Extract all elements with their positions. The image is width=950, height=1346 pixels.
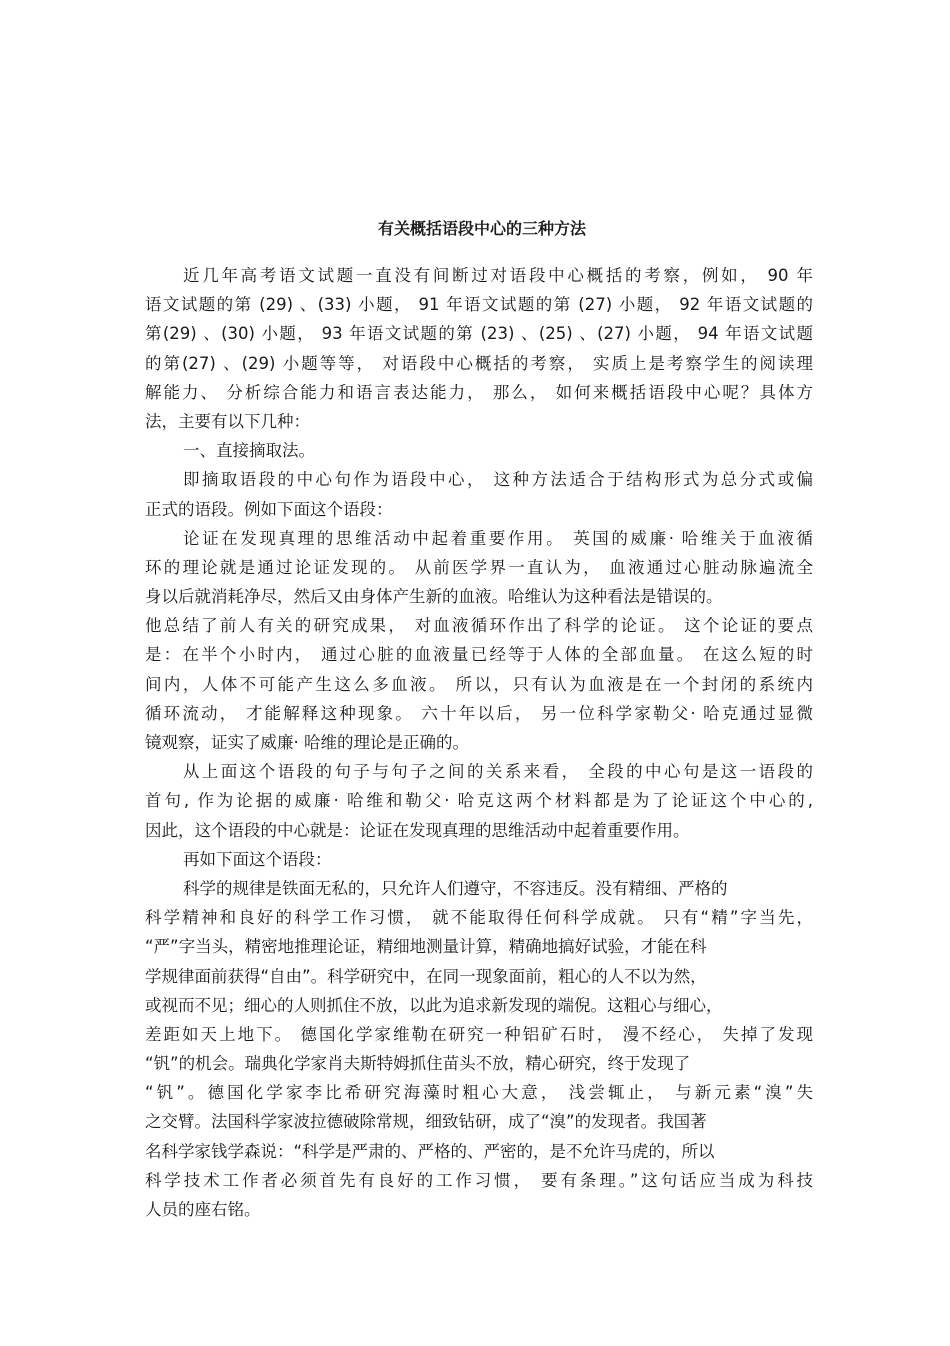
text-line: 他总结了前人有关的研究成果， 对血液循环作出了科学的论证。 这个论证的要点 [145, 616, 813, 636]
text-line: 科学精神和良好的科学工作习惯， 就不能取得任何科学成就。 只有“精”字当先， [145, 908, 813, 928]
text-line: 环的理论就是通过论证发现的。 从前医学界一直认为， 血液通过心脏动脉遍流全 [145, 557, 813, 577]
text-line: 法，主要有以下几种： [145, 411, 310, 431]
text-line: “钒”的机会。瑞典化学家肖夫斯特姆抓住苗头不放，精心研究，终于发现了 [145, 1054, 691, 1074]
text-line: “严”字当头，精密地推理论证，精细地测量计算，精确地搞好试验，才能在科 [145, 937, 707, 957]
text-line: 正式的语段。例如下面这个语段： [145, 499, 393, 519]
text-line: 一、直接摘取法。 [183, 441, 315, 461]
text-line: 镜观察，证实了威廉· 哈维的理论是正确的。 [145, 733, 469, 752]
text-line: 首句, 作为论据的威廉· 哈维和勒父· 哈克这两个材料都是为了论证这个中心的, [145, 791, 813, 811]
text-line: 第(29) 、(30) 小题， 93 年语文试题的第 (23) 、(25) 、(27) 小题， 94 年语文试题 [145, 324, 813, 344]
text-line: 学规律面前获得“自由”。科学研究中，在同一现象面前，粗心的人不以为然， [145, 966, 707, 986]
text-line: 因此，这个语段的中心就是：论证在发现真理的思维活动中起着重要作用。 [145, 820, 690, 840]
text-line: 语文试题的第 (29) 、(33) 小题， 91 年语文试题的第 (27) 小题， 92 年语文试题的 [145, 295, 813, 315]
text-line: 名科学家钱学森说：“科学是严肃的、严格的、严密的，是不允许马虎的，所以 [145, 1141, 715, 1161]
text-line: 人员的座右铭。 [145, 1200, 261, 1219]
text-line: 再如下面这个语段： [183, 849, 332, 869]
text-line: “钒”。德国化学家李比希研究海藻时粗心大意， 浅尝辄止， 与新元素“溴”失 [145, 1083, 813, 1103]
text-line: 近几年高考语文试题一直没有间断过对语段中心概括的考察，例如， 90 年 [183, 266, 813, 285]
text-line: 或视而不见；细心的人则抓住不放，以此为追求新发现的端倪。这粗心与细心， [145, 995, 723, 1015]
text-line: 论证在发现真理的思维活动中起着重要作用。 英国的威廉· 哈维关于血液循 [183, 528, 813, 548]
text-line: 的第(27) 、(29) 小题等等， 对语段中心概括的考察， 实质上是考察学生的阅读理 [145, 353, 813, 373]
text-line: 身以后就消耗净尽，然后又由身体产生新的血液。哈维认为这种看法是错误的。 [145, 587, 723, 607]
text-line: 差距如天上地下。 德国化学家维勒在研究一种铝矿石时， 漫不经心， 失掉了发现 [145, 1024, 813, 1044]
text-line: 解能力、 分析综合能力和语言表达能力， 那么， 如何来概括语段中心呢？具体方 [145, 382, 813, 402]
document-body [145, 261, 813, 1224]
text-line: 间内，人体不可能产生这么多血液。 所以，只有认为血液是在一个封闭的系统内 [145, 674, 813, 694]
text-line: 之交臂。法国科学家波拉德破除常规，细致钻研，成了“溴”的发现者。我国著 [145, 1112, 707, 1132]
text-line: 循环流动， 才能解释这种现象。 六十年以后， 另一位科学家勒父· 哈克通过显微 [145, 703, 813, 723]
text-line: 科学的规律是铁面无私的，只允许人们遵守，不容违反。没有精细、严格的 [183, 878, 728, 898]
text-line: 科学技术工作者必须首先有良好的工作习惯， 要有条理。”这句话应当成为科技 [145, 1170, 813, 1190]
document-title: 有关概括语段中心的三种方法 [377, 219, 586, 238]
text-line: 从上面这个语段的句子与句子之间的关系来看， 全段的中心句是这一语段的 [183, 762, 813, 782]
text-line: 是：在半个小时内， 通过心脏的血液量已经等于人体的全部血量。 在这么短的时 [145, 645, 813, 665]
text-line: 即摘取语段的中心句作为语段中心， 这种方法适合于结构形式为总分式或偏 [183, 470, 813, 490]
